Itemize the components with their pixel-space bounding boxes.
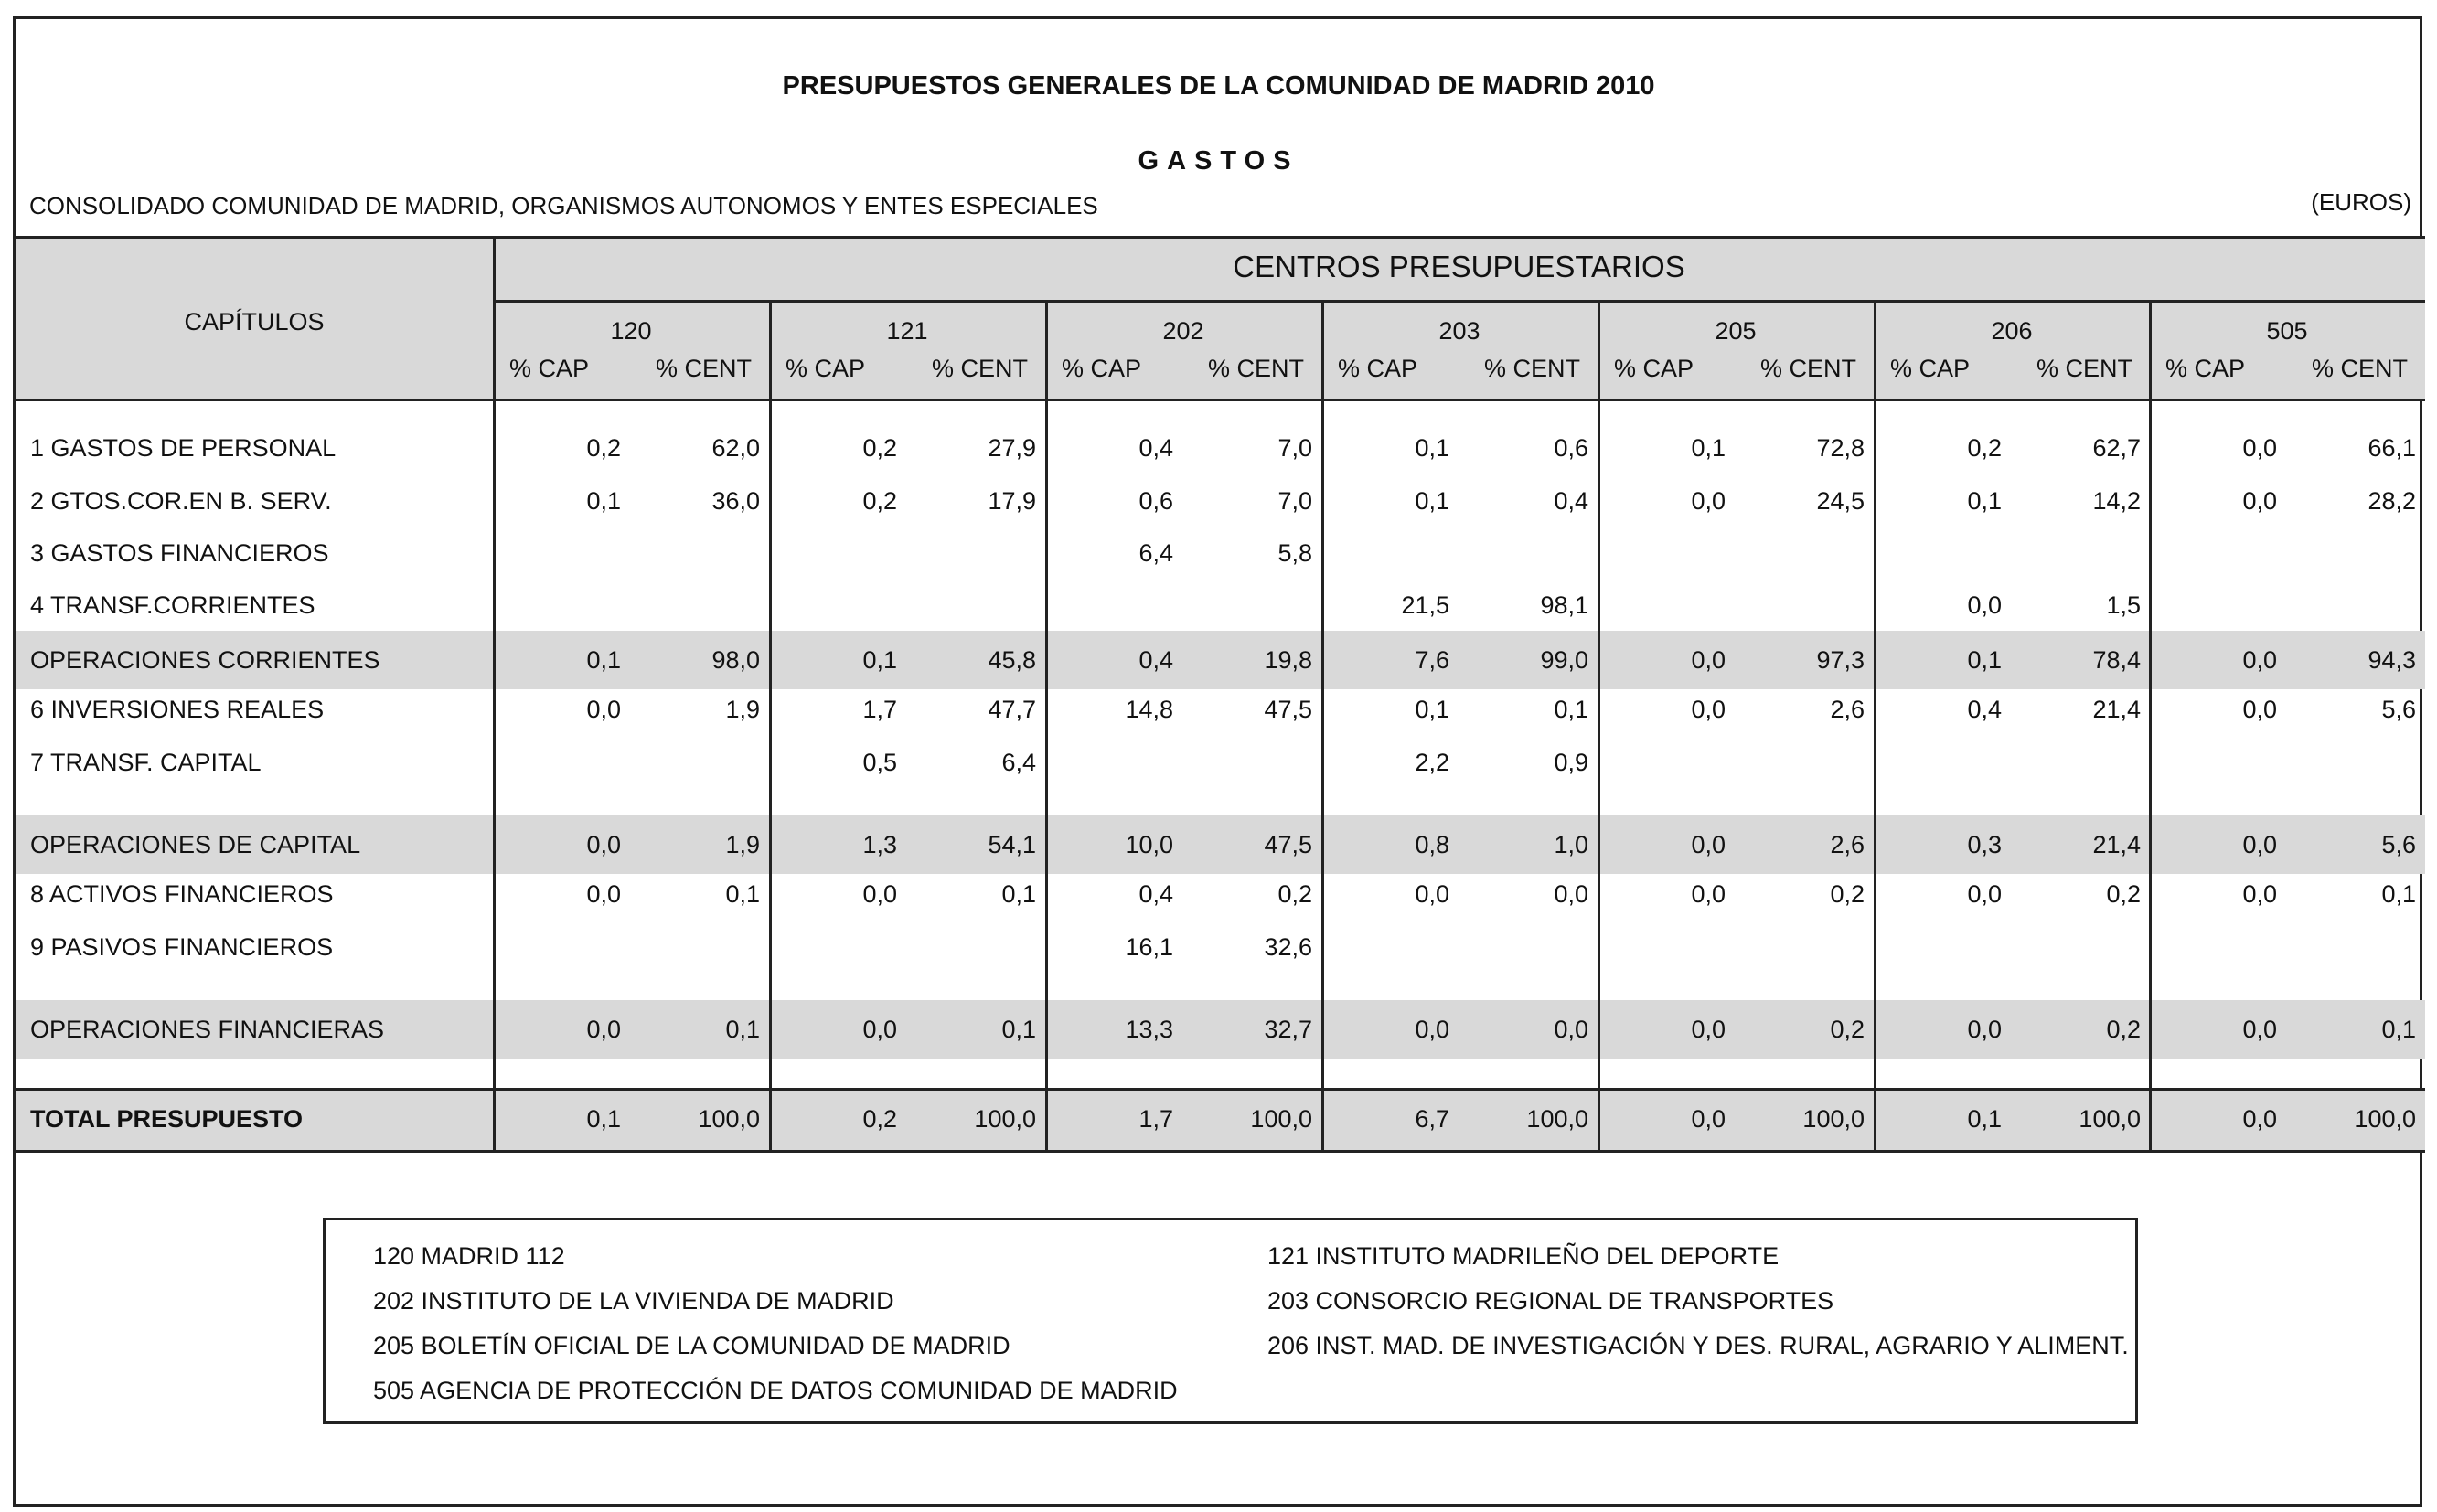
cell-pct-cent: 0,1 bbox=[1001, 880, 1036, 908]
cell-pct-cent: 0,1 bbox=[725, 880, 760, 908]
total-pct-cap: 0,0 bbox=[2242, 1105, 2277, 1133]
subheader-pct-cent: % CENT bbox=[1760, 355, 1857, 382]
cell-pct-cap: 0,8 bbox=[1415, 831, 1449, 858]
cell-pct-cap: 0,2 bbox=[1967, 434, 2002, 462]
cell-pct-cent: 0,1 bbox=[2381, 880, 2416, 908]
cell-pct-cap: 0,4 bbox=[1138, 434, 1173, 462]
cell-pct-cent: 19,8 bbox=[1264, 646, 1312, 674]
cell-pct-cent: 24,5 bbox=[1816, 487, 1865, 515]
budget-table bbox=[16, 236, 2425, 1152]
cell-pct-cent: 32,7 bbox=[1264, 1016, 1312, 1043]
total-pct-cap: 0,1 bbox=[586, 1105, 621, 1133]
cell-pct-cent: 47,5 bbox=[1264, 696, 1312, 723]
cell-pct-cent: 45,8 bbox=[988, 646, 1036, 674]
cell-pct-cent: 0,2 bbox=[1830, 880, 1865, 908]
cell-pct-cap: 0,0 bbox=[586, 696, 621, 723]
cell-pct-cap: 0,1 bbox=[1415, 487, 1449, 515]
cell-pct-cap: 14,8 bbox=[1125, 696, 1173, 723]
total-pct-cap: 1,7 bbox=[1138, 1105, 1173, 1133]
cell-pct-cent: 2,6 bbox=[1830, 831, 1865, 858]
cell-pct-cent: 7,0 bbox=[1277, 487, 1312, 515]
cell-pct-cap: 0,4 bbox=[1138, 880, 1173, 908]
cell-pct-cent: 94,3 bbox=[2368, 646, 2416, 674]
cell-pct-cap: 0,0 bbox=[1691, 880, 1726, 908]
cell-pct-cap: 0,0 bbox=[1967, 1016, 2002, 1043]
cell-pct-cap: 0,1 bbox=[586, 487, 621, 515]
center-code-202: 202 bbox=[1162, 317, 1204, 345]
subtotal-row-label: OPERACIONES CORRIENTES bbox=[30, 646, 380, 674]
subheader-pct-cent: % CENT bbox=[2312, 355, 2409, 382]
cell-pct-cent: 2,6 bbox=[1830, 696, 1865, 723]
cell-pct-cent: 1,9 bbox=[725, 696, 760, 723]
cell-pct-cap: 0,0 bbox=[1691, 646, 1726, 674]
subtotal-row-label: OPERACIONES DE CAPITAL bbox=[30, 831, 361, 858]
cell-pct-cap: 0,0 bbox=[586, 880, 621, 908]
row-header-label: CAPÍTULOS bbox=[184, 308, 325, 335]
cell-pct-cap: 0,1 bbox=[1415, 696, 1449, 723]
cell-pct-cent: 0,0 bbox=[1554, 880, 1588, 908]
legend-item: 121 INSTITUTO MADRILEÑO DEL DEPORTE bbox=[1267, 1242, 1780, 1270]
subheader-pct-cent: % CENT bbox=[1208, 355, 1305, 382]
row-label: 8 ACTIVOS FINANCIEROS bbox=[30, 880, 334, 908]
cell-pct-cap: 0,1 bbox=[1967, 487, 2002, 515]
total-bottom-rule bbox=[16, 1150, 2425, 1153]
cell-pct-cent: 0,1 bbox=[725, 1016, 760, 1043]
subheader-pct-cent: % CENT bbox=[932, 355, 1029, 382]
cell-pct-cent: 54,1 bbox=[988, 831, 1036, 858]
row-label: 7 TRANSF. CAPITAL bbox=[30, 749, 262, 776]
cell-pct-cent: 99,0 bbox=[1540, 646, 1588, 674]
cell-pct-cent: 1,9 bbox=[725, 831, 760, 858]
cell-pct-cent: 66,1 bbox=[2368, 434, 2416, 462]
cell-pct-cent: 14,2 bbox=[2092, 487, 2141, 515]
cell-pct-cap: 0,3 bbox=[1967, 831, 2002, 858]
total-pct-cap: 0,0 bbox=[1691, 1105, 1726, 1133]
subheader-pct-cap: % CAP bbox=[1062, 355, 1142, 382]
total-pct-cent: 100,0 bbox=[2079, 1105, 2141, 1133]
cell-pct-cent: 7,0 bbox=[1277, 434, 1312, 462]
row-label: 2 GTOS.COR.EN B. SERV. bbox=[30, 487, 332, 515]
cell-pct-cap: 0,2 bbox=[586, 434, 621, 462]
cell-pct-cap: 0,0 bbox=[1691, 1016, 1726, 1043]
cell-pct-cent: 28,2 bbox=[2368, 487, 2416, 515]
cell-pct-cap: 0,2 bbox=[862, 487, 897, 515]
table-top-rule bbox=[16, 236, 2425, 239]
cell-pct-cap: 10,0 bbox=[1125, 831, 1173, 858]
cell-pct-cent: 0,2 bbox=[1277, 880, 1312, 908]
cell-pct-cent: 5,6 bbox=[2381, 831, 2416, 858]
cell-pct-cent: 97,3 bbox=[1816, 646, 1865, 674]
cell-pct-cent: 1,5 bbox=[2106, 591, 2141, 619]
cell-pct-cent: 47,7 bbox=[988, 696, 1036, 723]
cell-pct-cap: 21,5 bbox=[1401, 591, 1449, 619]
cell-pct-cent: 0,6 bbox=[1554, 434, 1588, 462]
subtotal-row-label: OPERACIONES FINANCIERAS bbox=[30, 1016, 385, 1043]
subheader-pct-cap: % CAP bbox=[1890, 355, 1971, 382]
legend-item: 505 AGENCIA DE PROTECCIÓN DE DATOS COMUNIDAD DE MADRID bbox=[373, 1377, 1178, 1404]
cell-pct-cap: 0,4 bbox=[1967, 696, 2002, 723]
cell-pct-cent: 98,1 bbox=[1540, 591, 1588, 619]
subheader-pct-cap: % CAP bbox=[1338, 355, 1418, 382]
cell-pct-cent: 0,1 bbox=[2381, 1016, 2416, 1043]
units-label: (EUROS) bbox=[2311, 188, 2411, 216]
legend-item: 120 MADRID 112 bbox=[373, 1242, 565, 1270]
cell-pct-cap: 0,0 bbox=[1415, 880, 1449, 908]
total-row-label: TOTAL PRESUPUESTO bbox=[30, 1105, 304, 1133]
center-code-505: 505 bbox=[2266, 317, 2308, 345]
cell-pct-cent: 0,2 bbox=[1830, 1016, 1865, 1043]
cell-pct-cent: 17,9 bbox=[988, 487, 1036, 515]
total-pct-cent: 100,0 bbox=[1250, 1105, 1312, 1133]
cell-pct-cent: 6,4 bbox=[1001, 749, 1036, 776]
cell-pct-cap: 0,0 bbox=[1415, 1016, 1449, 1043]
cell-pct-cent: 0,0 bbox=[1554, 1016, 1588, 1043]
center-legend bbox=[323, 1218, 2138, 1424]
cell-pct-cent: 72,8 bbox=[1816, 434, 1865, 462]
cell-pct-cap: 0,1 bbox=[1967, 646, 2002, 674]
scope-label: CONSOLIDADO COMUNIDAD DE MADRID, ORGANISMOS AUTONOMOS Y ENTES ESPECIALES bbox=[29, 192, 1098, 219]
total-pct-cent: 100,0 bbox=[2354, 1105, 2416, 1133]
cell-pct-cent: 21,4 bbox=[2092, 831, 2141, 858]
label-column-rule bbox=[493, 236, 496, 1150]
cell-pct-cap: 0,0 bbox=[1967, 880, 2002, 908]
cell-pct-cap: 0,0 bbox=[2242, 646, 2277, 674]
cell-pct-cent: 62,0 bbox=[711, 434, 760, 462]
cell-pct-cap: 1,3 bbox=[862, 831, 897, 858]
row-label: 6 INVERSIONES REALES bbox=[30, 696, 325, 723]
cell-pct-cap: 0,6 bbox=[1138, 487, 1173, 515]
cell-pct-cent: 0,2 bbox=[2106, 880, 2141, 908]
subheader-pct-cent: % CENT bbox=[1484, 355, 1581, 382]
subheader-pct-cap: % CAP bbox=[2165, 355, 2246, 382]
total-pct-cent: 100,0 bbox=[698, 1105, 760, 1133]
total-pct-cap: 6,7 bbox=[1415, 1105, 1449, 1133]
subheader-pct-cap: % CAP bbox=[1614, 355, 1694, 382]
legend-item: 202 INSTITUTO DE LA VIVIENDA DE MADRID bbox=[373, 1287, 894, 1315]
legend-item: 205 BOLETÍN OFICIAL DE LA COMUNIDAD DE MADRID bbox=[373, 1332, 1010, 1359]
row-label: 9 PASIVOS FINANCIEROS bbox=[30, 933, 334, 961]
cell-pct-cent: 0,1 bbox=[1001, 1016, 1036, 1043]
cell-pct-cent: 0,4 bbox=[1554, 487, 1588, 515]
legend-item: 206 INST. MAD. DE INVESTIGACIÓN Y DES. RURAL, AGRARIO Y ALIMENT. bbox=[1267, 1332, 2129, 1359]
legend-item: 203 CONSORCIO REGIONAL DE TRANSPORTES bbox=[1267, 1287, 1834, 1315]
subheader-pct-cap: % CAP bbox=[509, 355, 590, 382]
cell-pct-cap: 0,0 bbox=[586, 831, 621, 858]
cell-pct-cent: 0,9 bbox=[1554, 749, 1588, 776]
cell-pct-cap: 0,0 bbox=[1967, 591, 2002, 619]
total-pct-cent: 100,0 bbox=[1802, 1105, 1865, 1133]
total-pct-cent: 100,0 bbox=[1526, 1105, 1588, 1133]
cell-pct-cap: 0,0 bbox=[1691, 696, 1726, 723]
center-code-121: 121 bbox=[886, 317, 928, 345]
cell-pct-cent: 62,7 bbox=[2092, 434, 2141, 462]
subheader-pct-cap: % CAP bbox=[786, 355, 866, 382]
row-label: 1 GASTOS DE PERSONAL bbox=[30, 434, 337, 462]
cell-pct-cap: 0,1 bbox=[586, 646, 621, 674]
cell-pct-cap: 0,0 bbox=[862, 880, 897, 908]
cell-pct-cent: 98,0 bbox=[711, 646, 760, 674]
cell-pct-cent: 1,0 bbox=[1554, 831, 1588, 858]
total-pct-cap: 0,1 bbox=[1967, 1105, 2002, 1133]
cell-pct-cent: 27,9 bbox=[988, 434, 1036, 462]
cell-pct-cap: 16,1 bbox=[1125, 933, 1173, 961]
cell-pct-cap: 0,0 bbox=[862, 1016, 897, 1043]
cell-pct-cap: 0,2 bbox=[862, 434, 897, 462]
cell-pct-cent: 32,6 bbox=[1264, 933, 1312, 961]
cell-pct-cap: 0,5 bbox=[862, 749, 897, 776]
cell-pct-cap: 0,0 bbox=[1691, 487, 1726, 515]
subheader-pct-cent: % CENT bbox=[656, 355, 753, 382]
header-bottom-rule bbox=[16, 399, 2425, 401]
cell-pct-cap: 0,0 bbox=[586, 1016, 621, 1043]
row-label: 3 GASTOS FINANCIEROS bbox=[30, 539, 329, 567]
cell-pct-cent: 5,6 bbox=[2381, 696, 2416, 723]
center-code-205: 205 bbox=[1715, 317, 1757, 345]
page-subtitle: GASTOS bbox=[1138, 146, 1299, 176]
total-pct-cent: 100,0 bbox=[974, 1105, 1036, 1133]
cell-pct-cent: 47,5 bbox=[1264, 831, 1312, 858]
group-header-label: CENTROS PRESUPUESTARIOS bbox=[1233, 250, 1685, 283]
row-label: 4 TRANSF.CORRIENTES bbox=[30, 591, 315, 619]
cell-pct-cap: 0,0 bbox=[2242, 487, 2277, 515]
cell-pct-cap: 0,0 bbox=[2242, 1016, 2277, 1043]
center-code-203: 203 bbox=[1438, 317, 1480, 345]
cell-pct-cap: 0,0 bbox=[2242, 831, 2277, 858]
cell-pct-cap: 7,6 bbox=[1415, 646, 1449, 674]
cell-pct-cap: 0,1 bbox=[1415, 434, 1449, 462]
cell-pct-cap: 13,3 bbox=[1125, 1016, 1173, 1043]
cell-pct-cent: 0,2 bbox=[2106, 1016, 2141, 1043]
total-pct-cap: 0,2 bbox=[862, 1105, 897, 1133]
cell-pct-cap: 0,4 bbox=[1138, 646, 1173, 674]
cell-pct-cap: 1,7 bbox=[862, 696, 897, 723]
cell-pct-cent: 78,4 bbox=[2092, 646, 2141, 674]
cell-pct-cap: 2,2 bbox=[1415, 749, 1449, 776]
cell-pct-cap: 0,0 bbox=[2242, 434, 2277, 462]
page-title: PRESUPUESTOS GENERALES DE LA COMUNIDAD DE MADRID 2010 bbox=[782, 71, 1655, 101]
cell-pct-cap: 6,4 bbox=[1138, 539, 1173, 567]
cell-pct-cent: 36,0 bbox=[711, 487, 760, 515]
cell-pct-cent: 5,8 bbox=[1277, 539, 1312, 567]
cell-pct-cent: 21,4 bbox=[2092, 696, 2141, 723]
cell-pct-cap: 0,0 bbox=[2242, 696, 2277, 723]
total-top-rule bbox=[16, 1088, 2425, 1091]
center-code-206: 206 bbox=[1991, 317, 2033, 345]
cell-pct-cap: 0,1 bbox=[862, 646, 897, 674]
center-code-120: 120 bbox=[610, 317, 652, 345]
cell-pct-cent: 0,1 bbox=[1554, 696, 1588, 723]
group-header-rule bbox=[493, 300, 2425, 303]
cell-pct-cap: 0,0 bbox=[2242, 880, 2277, 908]
cell-pct-cap: 0,0 bbox=[1691, 831, 1726, 858]
cell-pct-cap: 0,1 bbox=[1691, 434, 1726, 462]
subheader-pct-cent: % CENT bbox=[2036, 355, 2133, 382]
